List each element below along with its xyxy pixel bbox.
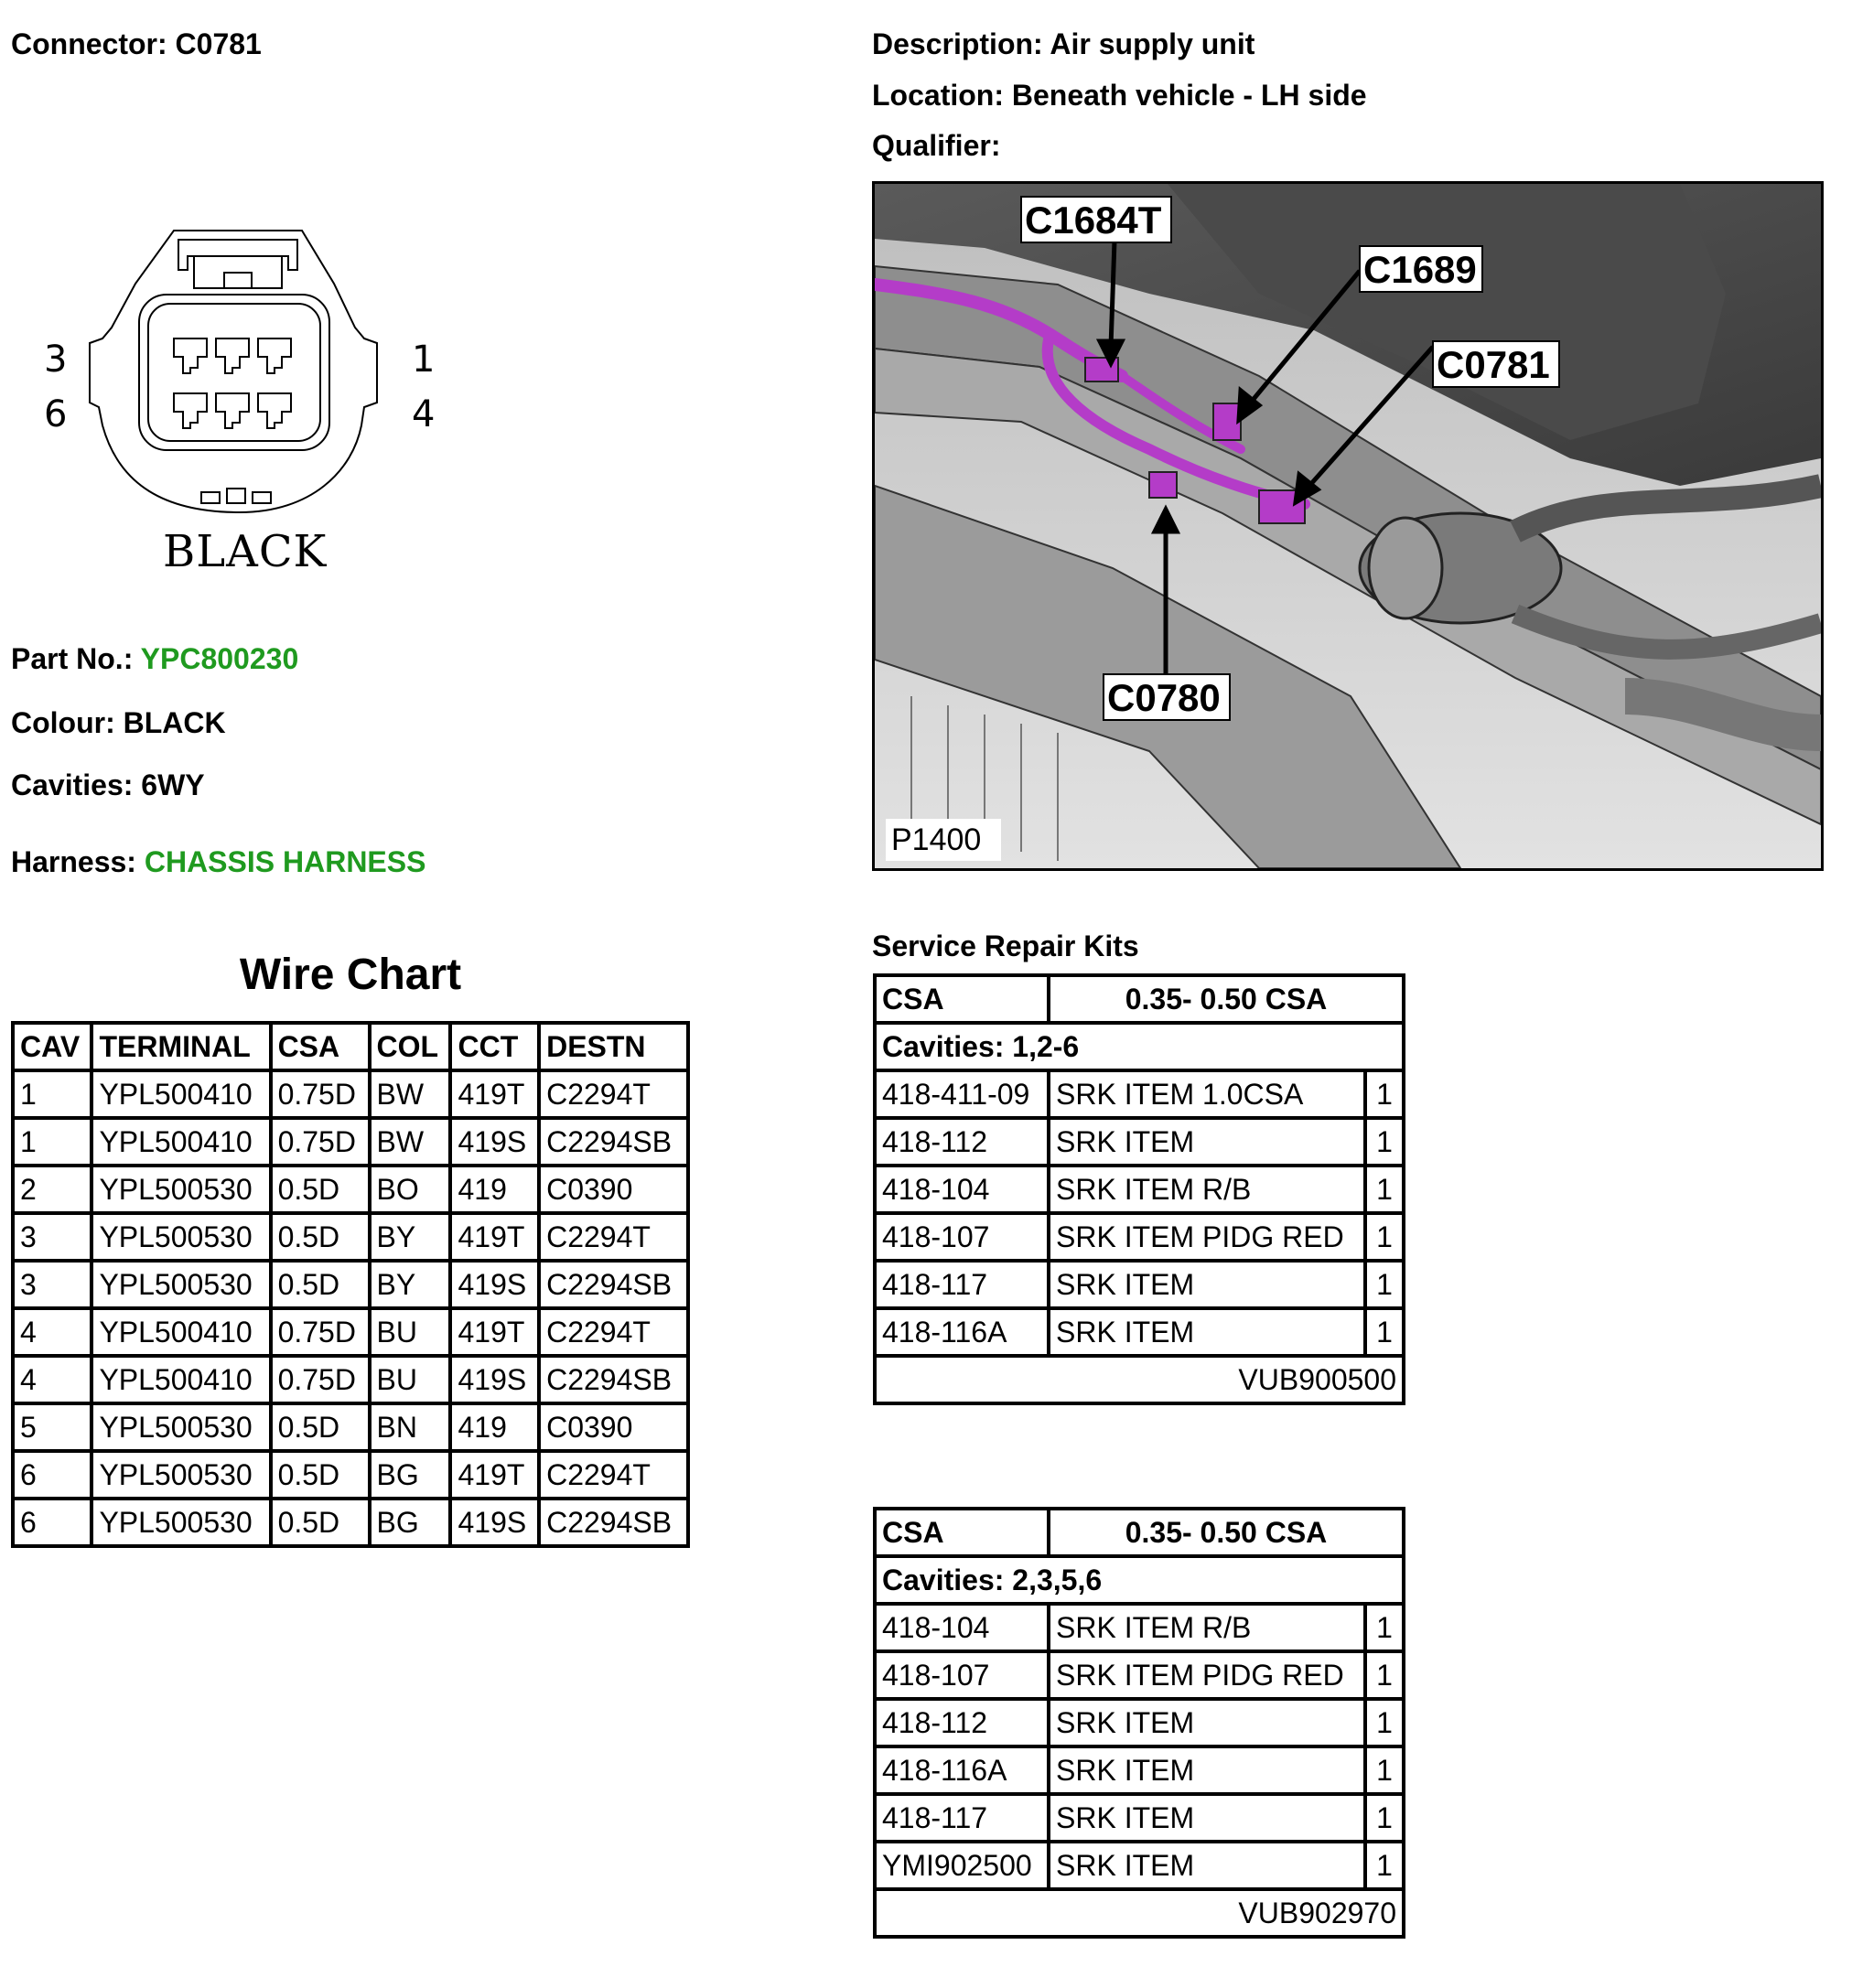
cell-terminal: YPL500410 xyxy=(92,1356,270,1403)
service-kits-title: Service Repair Kits xyxy=(872,930,1139,962)
cell-cav: 3 xyxy=(13,1261,92,1308)
kit-cavities: Cavities: 1,2-6 xyxy=(875,1023,1404,1070)
kit-cavities: Cavities: 2,3,5,6 xyxy=(875,1556,1404,1604)
kit-number-row xyxy=(875,1889,1404,1937)
description-label: Description: xyxy=(872,27,1043,60)
kit-item-desc: SRK ITEM xyxy=(1049,1118,1365,1166)
cell-cct: 419S xyxy=(450,1499,539,1546)
kit-csa-range: 0.35- 0.50 CSA xyxy=(1049,975,1404,1023)
kit-number: VUB900500 xyxy=(875,1356,1404,1403)
kit-item-desc: SRK ITEM xyxy=(1049,1842,1365,1889)
cell-terminal: YPL500410 xyxy=(92,1070,270,1118)
cavities-label: Cavities: xyxy=(11,768,134,801)
colour-value: BLACK xyxy=(123,706,226,739)
kit-csa-label: CSA xyxy=(875,975,1049,1023)
callout-c0781: C0781 xyxy=(1437,343,1550,386)
table-row xyxy=(13,1451,688,1499)
location-value: Beneath vehicle - LH side xyxy=(1011,79,1367,112)
cell-csa: 0.5D xyxy=(271,1499,370,1546)
kit-item-part: 418-117 xyxy=(875,1794,1049,1842)
cell-col: BY xyxy=(370,1213,451,1261)
list-item xyxy=(875,1699,1404,1746)
kit-item-part: 418-117 xyxy=(875,1261,1049,1308)
cell-csa: 0.75D xyxy=(271,1070,370,1118)
col-terminal: TERMINAL xyxy=(92,1023,270,1070)
cell-terminal: YPL500530 xyxy=(92,1451,270,1499)
list-item xyxy=(875,1651,1404,1699)
cell-cav: 1 xyxy=(13,1118,92,1166)
kit-cavities-row xyxy=(875,1023,1404,1070)
cavities-field xyxy=(11,768,205,802)
kit-csa-range: 0.35- 0.50 CSA xyxy=(1049,1509,1404,1556)
kit-cavities-row xyxy=(875,1556,1404,1604)
harness-value[interactable]: CHASSIS HARNESS xyxy=(144,845,426,878)
list-item xyxy=(875,1842,1404,1889)
part-no-value[interactable]: YPC800230 xyxy=(140,642,299,675)
list-item xyxy=(875,1746,1404,1794)
location-photo xyxy=(872,181,1824,871)
cell-destn: C2294SB xyxy=(539,1499,688,1546)
cell-cct: 419T xyxy=(450,1451,539,1499)
cell-destn: C0390 xyxy=(539,1403,688,1451)
kit-item-qty: 1 xyxy=(1365,1308,1404,1356)
kit-item-qty: 1 xyxy=(1365,1604,1404,1651)
table-row xyxy=(13,1499,688,1546)
kit-header-row xyxy=(875,975,1404,1023)
kit-item-desc: SRK ITEM PIDG RED xyxy=(1049,1213,1365,1261)
kit-item-qty: 1 xyxy=(1365,1842,1404,1889)
table-row xyxy=(13,1261,688,1308)
table-row xyxy=(13,1308,688,1356)
cell-csa: 0.75D xyxy=(271,1308,370,1356)
service-kit-table-2 xyxy=(873,1507,1405,1939)
cell-cct: 419T xyxy=(450,1213,539,1261)
cell-destn: C2294SB xyxy=(539,1118,688,1166)
cell-cct: 419S xyxy=(450,1118,539,1166)
col-destn: DESTN xyxy=(539,1023,688,1070)
callout-c1689: C1689 xyxy=(1363,248,1477,291)
cell-cav: 4 xyxy=(13,1356,92,1403)
cavities-value: 6WY xyxy=(141,768,205,801)
colour-label: Colour: xyxy=(11,706,115,739)
list-item xyxy=(875,1794,1404,1842)
wire-chart-title: Wire Chart xyxy=(239,951,462,999)
vehicle-underside-illustration xyxy=(875,184,1821,868)
kit-item-part: 418-112 xyxy=(875,1699,1049,1746)
list-item xyxy=(875,1604,1404,1651)
harness-field xyxy=(11,845,425,879)
kit-item-desc: SRK ITEM xyxy=(1049,1261,1365,1308)
cell-cav: 1 xyxy=(13,1070,92,1118)
pin-label-1: 1 xyxy=(412,338,436,381)
kit-number: VUB902970 xyxy=(875,1889,1404,1937)
location-label: Location: xyxy=(872,79,1004,112)
connector-face-diagram xyxy=(37,220,458,586)
cell-cct: 419T xyxy=(450,1070,539,1118)
list-item xyxy=(875,1261,1404,1308)
kit-item-desc: SRK ITEM xyxy=(1049,1794,1365,1842)
kit-item-part: 418-104 xyxy=(875,1604,1049,1651)
cell-cav: 6 xyxy=(13,1499,92,1546)
kit-item-part: 418-116A xyxy=(875,1746,1049,1794)
kit-item-qty: 1 xyxy=(1365,1166,1404,1213)
cell-cct: 419S xyxy=(450,1261,539,1308)
kit-item-desc: SRK ITEM xyxy=(1049,1308,1365,1356)
kit-number-row xyxy=(875,1356,1404,1403)
cell-destn: C2294T xyxy=(539,1213,688,1261)
kit-header-row xyxy=(875,1509,1404,1556)
kit-item-qty: 1 xyxy=(1365,1651,1404,1699)
service-kit-table-1 xyxy=(873,973,1405,1405)
kit-item-desc: SRK ITEM PIDG RED xyxy=(1049,1651,1365,1699)
kit-item-qty: 1 xyxy=(1365,1699,1404,1746)
part-no-label: Part No.: xyxy=(11,642,134,675)
kit-item-part: 418-107 xyxy=(875,1651,1049,1699)
cell-col: BG xyxy=(370,1451,451,1499)
cell-col: BW xyxy=(370,1070,451,1118)
cell-destn: C0390 xyxy=(539,1166,688,1213)
cell-cav: 5 xyxy=(13,1403,92,1451)
cell-cav: 3 xyxy=(13,1213,92,1261)
cell-terminal: YPL500530 xyxy=(92,1166,270,1213)
cell-cav: 2 xyxy=(13,1166,92,1213)
kit-csa-label: CSA xyxy=(875,1509,1049,1556)
cell-col: BU xyxy=(370,1356,451,1403)
wire-chart-header-row xyxy=(13,1023,688,1070)
description-field xyxy=(872,27,1254,61)
list-item xyxy=(875,1118,1404,1166)
cell-destn: C2294SB xyxy=(539,1356,688,1403)
cell-csa: 0.5D xyxy=(271,1451,370,1499)
kit-item-part: YMI902500 xyxy=(875,1842,1049,1889)
connector-field xyxy=(11,27,262,61)
cell-terminal: YPL500530 xyxy=(92,1499,270,1546)
cell-csa: 0.5D xyxy=(271,1403,370,1451)
cell-col: BN xyxy=(370,1403,451,1451)
kit-item-qty: 1 xyxy=(1365,1794,1404,1842)
cell-csa: 0.5D xyxy=(271,1166,370,1213)
list-item xyxy=(875,1213,1404,1261)
col-col: COL xyxy=(370,1023,451,1070)
qualifier-field xyxy=(872,129,1000,163)
kit-item-part: 418-411-09 xyxy=(875,1070,1049,1118)
photo-ref: P1400 xyxy=(891,822,982,857)
cell-cav: 4 xyxy=(13,1308,92,1356)
kit-item-part: 418-116A xyxy=(875,1308,1049,1356)
cell-cct: 419T xyxy=(450,1308,539,1356)
table-row xyxy=(13,1213,688,1261)
cell-csa: 0.75D xyxy=(271,1118,370,1166)
connector-value: C0781 xyxy=(175,27,262,60)
kit-item-desc: SRK ITEM 1.0CSA xyxy=(1049,1070,1365,1118)
qualifier-label: Qualifier: xyxy=(872,129,1001,162)
cell-terminal: YPL500410 xyxy=(92,1118,270,1166)
col-cct: CCT xyxy=(450,1023,539,1070)
wire-chart-table xyxy=(11,1021,690,1548)
table-row xyxy=(13,1403,688,1451)
kit-item-qty: 1 xyxy=(1365,1746,1404,1794)
callout-c1684t: C1684T xyxy=(1025,199,1162,242)
cell-col: BG xyxy=(370,1499,451,1546)
cell-terminal: YPL500530 xyxy=(92,1213,270,1261)
cell-terminal: YPL500530 xyxy=(92,1261,270,1308)
callout-c0780: C0780 xyxy=(1107,676,1221,719)
cell-cct: 419S xyxy=(450,1356,539,1403)
kit-item-qty: 1 xyxy=(1365,1213,1404,1261)
cavity-pins xyxy=(174,338,291,428)
pin-label-3: 3 xyxy=(44,338,68,381)
list-item xyxy=(875,1308,1404,1356)
harness-label: Harness: xyxy=(11,845,136,878)
kit-item-part: 418-112 xyxy=(875,1118,1049,1166)
cell-col: BO xyxy=(370,1166,451,1213)
cell-destn: C2294T xyxy=(539,1308,688,1356)
cell-terminal: YPL500530 xyxy=(92,1403,270,1451)
pin-label-4: 4 xyxy=(412,393,436,435)
kit-item-qty: 1 xyxy=(1365,1118,1404,1166)
kit-item-part: 418-107 xyxy=(875,1213,1049,1261)
description-value: Air supply unit xyxy=(1050,27,1255,60)
location-field xyxy=(872,79,1367,113)
kit-item-desc: SRK ITEM xyxy=(1049,1699,1365,1746)
kit-item-desc: SRK ITEM R/B xyxy=(1049,1166,1365,1213)
cell-col: BY xyxy=(370,1261,451,1308)
pin-label-6: 6 xyxy=(44,393,68,435)
cell-col: BU xyxy=(370,1308,451,1356)
kit-item-qty: 1 xyxy=(1365,1261,1404,1308)
cell-csa: 0.5D xyxy=(271,1213,370,1261)
list-item xyxy=(875,1070,1404,1118)
table-row xyxy=(13,1118,688,1166)
part-no-field xyxy=(11,642,298,676)
kit-item-desc: SRK ITEM xyxy=(1049,1746,1365,1794)
cell-destn: C2294T xyxy=(539,1070,688,1118)
cell-col: BW xyxy=(370,1118,451,1166)
list-item xyxy=(875,1166,1404,1213)
connector-label: Connector: xyxy=(11,27,167,60)
connector-color-label: BLACK xyxy=(163,526,328,577)
colour-field xyxy=(11,706,226,740)
cell-destn: C2294SB xyxy=(539,1261,688,1308)
table-row xyxy=(13,1356,688,1403)
cell-terminal: YPL500410 xyxy=(92,1308,270,1356)
kit-item-qty: 1 xyxy=(1365,1070,1404,1118)
cell-cct: 419 xyxy=(450,1403,539,1451)
kit-item-part: 418-104 xyxy=(875,1166,1049,1213)
cell-destn: C2294T xyxy=(539,1451,688,1499)
cell-csa: 0.5D xyxy=(271,1261,370,1308)
col-cav: CAV xyxy=(13,1023,92,1070)
col-csa: CSA xyxy=(271,1023,370,1070)
cell-csa: 0.75D xyxy=(271,1356,370,1403)
cell-cav: 6 xyxy=(13,1451,92,1499)
cell-cct: 419 xyxy=(450,1166,539,1213)
table-row xyxy=(13,1166,688,1213)
kit-item-desc: SRK ITEM R/B xyxy=(1049,1604,1365,1651)
table-row xyxy=(13,1070,688,1118)
